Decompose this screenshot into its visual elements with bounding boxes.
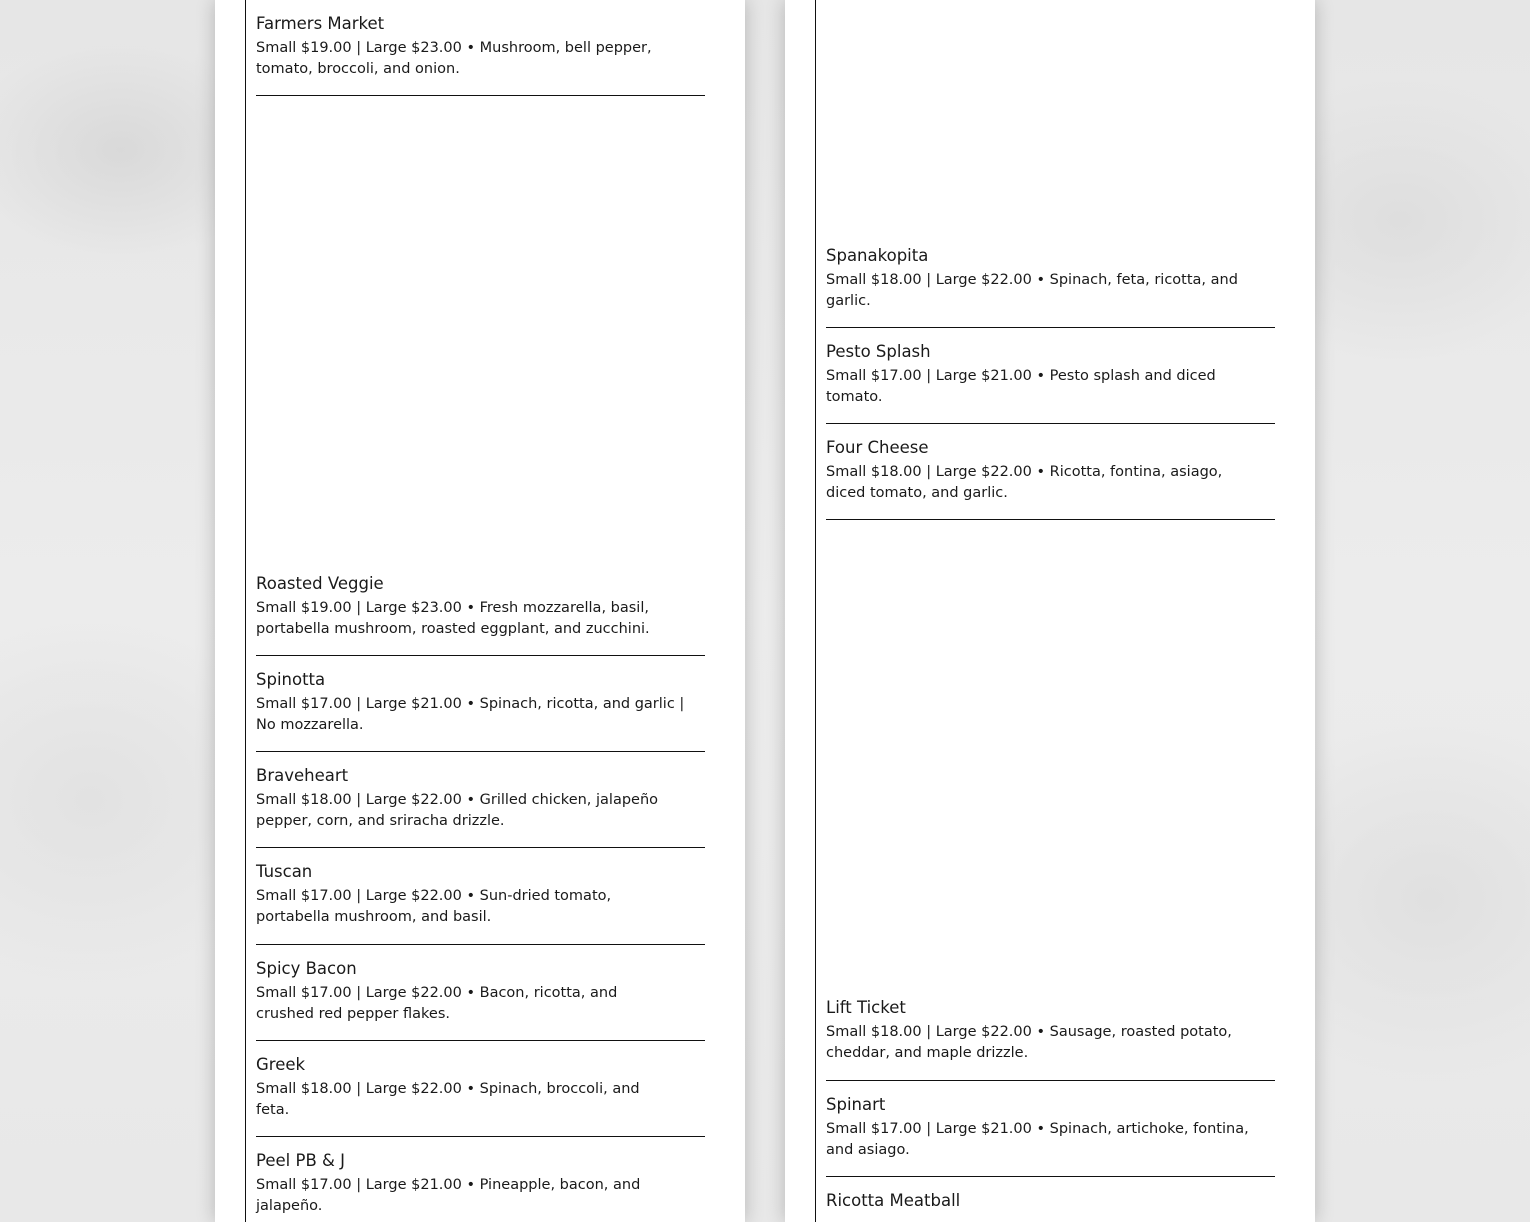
item-name: Greek (256, 1055, 306, 1074)
divider (256, 847, 705, 848)
item-description: Small $18.00 | Large $22.00 • Ricotta, fontina, asiago, diced tomato, and garlic. (826, 464, 1223, 501)
item-description: Small $17.00 | Large $21.00 • Pesto splash and diced tomato. (826, 368, 1216, 405)
divider (256, 751, 705, 752)
item-name: Spinotta (256, 670, 326, 689)
item-description: Small $17.00 | Large $21.00 • Spinach, artichoke, fontina, and asiago. (826, 1121, 1249, 1158)
item-description: Small $17.00 | Large $22.00 • Sun-dried tomato, portabella mushroom, and basil. (256, 888, 612, 925)
item-name: Spinart (826, 1095, 886, 1114)
divider (826, 1080, 1275, 1081)
item-description: Small $18.00 | Large $22.00 • Spinach, broccoli, and feta. (256, 1081, 640, 1118)
item-name: Tuscan (256, 862, 313, 881)
item-description: Small $19.00 | Large $23.00 • Fresh mozzarella, basil, portabella mushroom, roasted eggplant, and zucchini. (256, 600, 650, 637)
divider (256, 944, 705, 945)
divider (256, 1136, 705, 1137)
item-description: Small $17.00 | Large $22.00 • Bacon, ricotta, and crushed red pepper flakes. (256, 985, 618, 1022)
item-name: Roasted Veggie (256, 574, 384, 593)
divider (826, 423, 1275, 424)
divider (826, 327, 1275, 328)
item-name: Pesto Splash (826, 342, 931, 361)
item-name: Lift Ticket (826, 998, 906, 1017)
divider (256, 95, 705, 96)
menu-panel-left (215, 0, 745, 1222)
item-name: Spanakopita (826, 246, 929, 265)
item-description: Small $18.00 | Large $22.00 • Spinach, feta, ricotta, and garlic. (826, 272, 1238, 309)
item-name: Braveheart (256, 766, 349, 785)
divider (256, 1040, 705, 1041)
item-description: Small $17.00 | Large $21.00 • Spinach, ricotta, and garlic | No mozzarella. (256, 696, 685, 733)
item-description: Small $17.00 | Large $21.00 • Pineapple, bacon, and jalapeño. (256, 1177, 641, 1214)
item-name: Spicy Bacon (256, 959, 357, 978)
item-name: Peel PB & J (256, 1151, 345, 1170)
item-description: Small $19.00 | Large $23.00 • Mushroom, bell pepper, tomato, broccoli, and onion. (256, 40, 652, 77)
item-name: Farmers Market (256, 14, 385, 33)
item-description: Small $18.00 | Large $22.00 • Sausage, roasted potato, cheddar, and maple drizzle. (826, 1024, 1232, 1061)
item-name: Ricotta Meatball (826, 1191, 961, 1210)
item-description: Small $18.00 | Large $22.00 • Grilled chicken, jalapeño pepper, corn, and sriracha drizzle. (256, 792, 659, 829)
divider (256, 655, 705, 656)
menu-column-right (815, 0, 1276, 1222)
divider (826, 519, 1275, 520)
divider (826, 1176, 1275, 1177)
menu-panel-right (785, 0, 1315, 1222)
menu-column-left (245, 0, 706, 1222)
item-name: Four Cheese (826, 438, 929, 457)
